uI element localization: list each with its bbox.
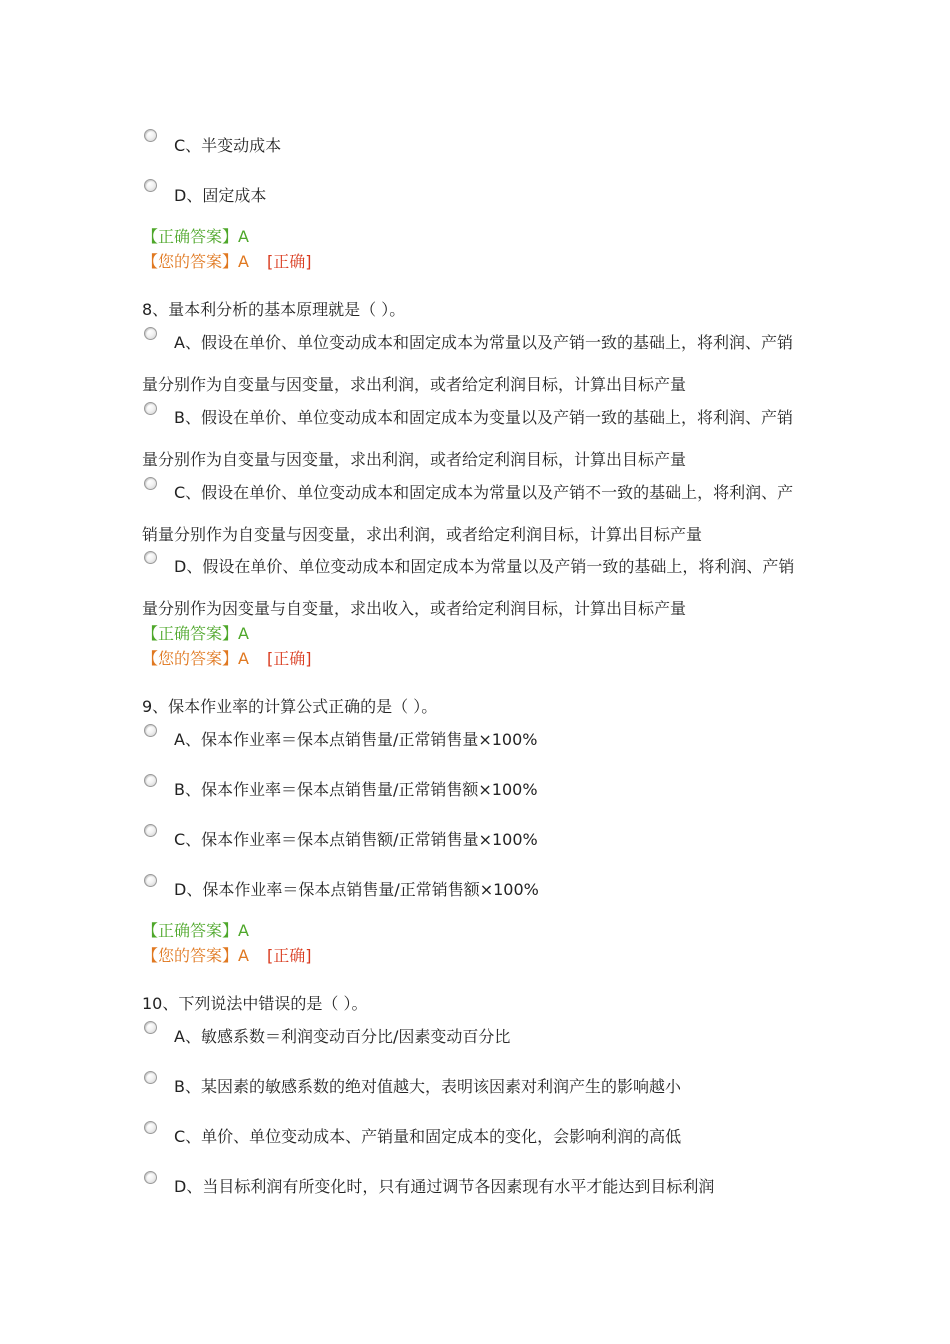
option-radio-q7-d[interactable]	[144, 179, 157, 192]
option-label-q7-c: C、半变动成本	[174, 136, 282, 155]
option-label-q10-c: C、单价、单位变动成本、产销量和固定成本的变化，会影响利润的高低	[174, 1127, 682, 1146]
your-answer-q8-text: 【您的答案】A	[142, 649, 249, 668]
correct-answer-q8: 【正确答案】A	[142, 624, 249, 643]
option-label-q8-b-line1: B、假设在单价、单位变动成本和固定成本为变量以及产销一致的基础上，将利润、产销	[174, 408, 793, 427]
option-label-q9-d: D、保本作业率＝保本点销售量/正常销售额×100%	[174, 880, 539, 899]
option-label-q8-b-line2: 量分别作为自变量与因变量，求出利润，或者给定利润目标，计算出目标产量	[142, 450, 687, 469]
option-label-q9-c: C、保本作业率＝保本点销售额/正常销售量×100%	[174, 830, 538, 849]
option-radio-q10-b[interactable]	[144, 1071, 157, 1084]
option-label-q8-d-line2: 量分别作为因变量与自变量，求出收入，或者给定利润目标，计算出目标产量	[142, 599, 687, 618]
option-radio-q8-d[interactable]	[144, 551, 157, 564]
option-radio-q8-b[interactable]	[144, 402, 157, 415]
your-answer-q7	[142, 252, 311, 272]
option-label-q9-b: B、保本作业率＝保本点销售量/正常销售额×100%	[174, 780, 538, 799]
your-answer-q9-text: 【您的答案】A	[142, 946, 249, 965]
option-label-q7-d: D、固定成本	[174, 186, 267, 205]
option-radio-q9-b[interactable]	[144, 774, 157, 787]
option-label-q8-c-line1: C、假设在单价、单位变动成本和固定成本为常量以及产销不一致的基础上，将利润、产	[174, 483, 794, 502]
option-label-q8-c-line2: 销量分别作为自变量与因变量，求出利润，或者给定利润目标，计算出目标产量	[142, 525, 703, 544]
option-radio-q7-c[interactable]	[144, 129, 157, 142]
option-label-q8-a-line1: A、假设在单价、单位变动成本和固定成本为常量以及产销一致的基础上，将利润、产销	[174, 333, 793, 352]
option-radio-q9-d[interactable]	[144, 874, 157, 887]
option-radio-q10-c[interactable]	[144, 1121, 157, 1134]
option-radio-q10-d[interactable]	[144, 1171, 157, 1184]
option-radio-q8-a[interactable]	[144, 327, 157, 340]
option-radio-q10-a[interactable]	[144, 1021, 157, 1034]
option-radio-q9-a[interactable]	[144, 724, 157, 737]
your-answer-q8	[142, 649, 311, 669]
question-8-text: 8、量本利分析的基本原理就是（ ）。	[142, 300, 406, 319]
option-label-q8-d-line1: D、假设在单价、单位变动成本和固定成本为常量以及产销一致的基础上，将利润、产销	[174, 557, 795, 576]
question-9-text: 9、保本作业率的计算公式正确的是（ ）。	[142, 697, 438, 716]
question-10-text: 10、下列说法中错误的是（ ）。	[142, 994, 368, 1013]
answer-status-q7: [正确]	[266, 252, 312, 271]
option-radio-q8-c[interactable]	[144, 477, 157, 490]
answer-status-q8: [正确]	[266, 649, 312, 668]
option-radio-q9-c[interactable]	[144, 824, 157, 837]
option-label-q10-b: B、某因素的敏感系数的绝对值越大，表明该因素对利润产生的影响越小	[174, 1077, 681, 1096]
correct-answer-q7: 【正确答案】A	[142, 227, 249, 246]
your-answer-q7-text: 【您的答案】A	[142, 252, 249, 271]
option-label-q9-a: A、保本作业率＝保本点销售量/正常销售量×100%	[174, 730, 538, 749]
option-label-q10-a: A、敏感系数＝利润变动百分比/因素变动百分比	[174, 1027, 511, 1046]
option-label-q10-d: D、当目标利润有所变化时，只有通过调节各因素现有水平才能达到目标利润	[174, 1177, 715, 1196]
answer-status-q9: [正确]	[266, 946, 312, 965]
option-label-q8-a-line2: 量分别作为自变量与因变量，求出利润，或者给定利润目标，计算出目标产量	[142, 375, 687, 394]
your-answer-q9	[142, 946, 311, 966]
correct-answer-q9: 【正确答案】A	[142, 921, 249, 940]
